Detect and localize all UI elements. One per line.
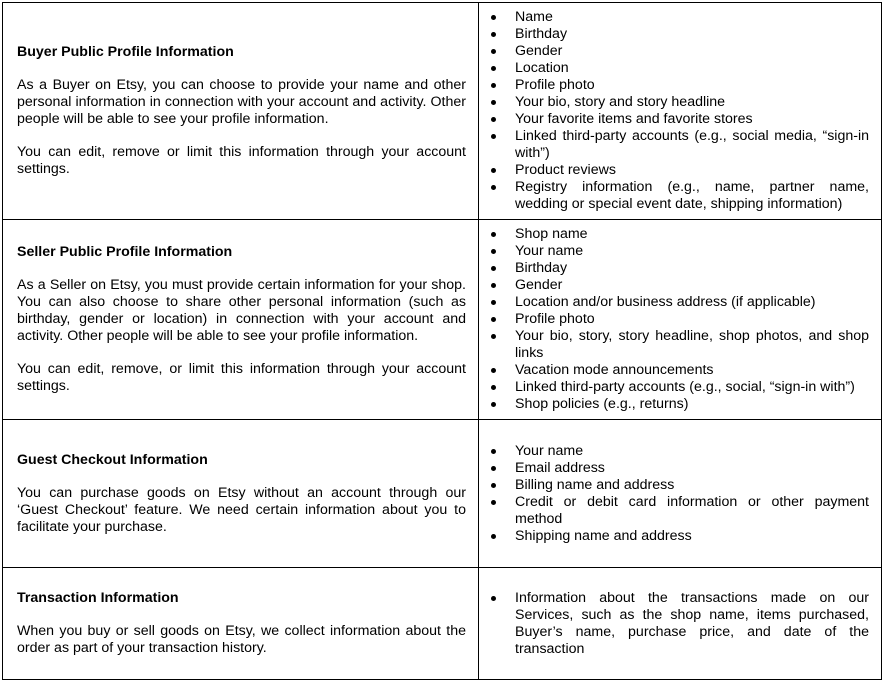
list-item: Your favorite items and favorite stores [489,111,869,128]
list-item: Shipping name and address [489,528,869,545]
list-item: Information about the transactions made on our Services, such as the shop name, items purchased, Buyer’s name, purchase price, and date of the transaction [489,590,869,658]
list-item: Birthday [489,26,869,43]
section-paragraph: You can edit, remove or limit this information through your account settings. [17,144,466,177]
list-item: Location [489,60,869,77]
table-row-guest-checkout [3,420,882,568]
table-row-seller-profile [3,220,882,420]
list-item: Registry information (e.g., name, partner name, wedding or special event date, shipping information) [489,179,869,213]
section-paragraph: As a Buyer on Etsy, you can choose to provide your name and other personal information in connection with your account and activity. Other people will be able to see your profile information. [17,77,466,127]
bullet-list [489,9,869,213]
section-title: Seller Public Profile Information [17,244,233,260]
description-cell [3,3,479,220]
list-item: Shop policies (e.g., returns) [489,396,869,413]
section-paragraph: You can purchase goods on Etsy without an account through our ‘Guest Checkout’ feature. We need certain information about you to facilitate your purchase. [17,484,466,535]
list-item: Your name [489,443,869,460]
list-item: Email address [489,460,869,477]
bullet-list [489,226,869,413]
section-title: Buyer Public Profile Information [17,44,234,60]
bullet-list [489,443,869,545]
table-row-transaction [3,568,882,680]
list-item: Vacation mode announcements [489,362,869,379]
table-row-buyer-profile [3,3,882,220]
section-paragraph: As a Seller on Etsy, you must provide certain information for your shop. You can also choose to share other personal information (such as birthday, gender or location) in connection with your account and activity. Other people will be able to see your profile information. [17,277,466,344]
list-item: Location and/or business address (if applicable) [489,294,869,311]
information-table [2,2,882,680]
list-item: Linked third-party accounts (e.g., social, “sign-in with”) [489,379,869,396]
items-cell [479,3,882,220]
section-paragraph: When you buy or sell goods on Etsy, we collect information about the order as part of your transaction history. [17,623,466,656]
description-cell [3,420,479,568]
list-item: Gender [489,277,869,294]
items-cell [479,220,882,420]
items-cell [479,420,882,568]
list-item: Billing name and address [489,477,869,494]
list-item: Profile photo [489,77,869,94]
list-item: Product reviews [489,162,869,179]
list-item: Birthday [489,260,869,277]
bullet-list [489,590,869,658]
description-cell [3,568,479,680]
section-title: Guest Checkout Information [17,451,208,468]
list-item: Your bio, story and story headline [489,94,869,111]
list-item: Credit or debit card information or other payment method [489,494,869,528]
list-item: Profile photo [489,311,869,328]
list-item: Shop name [489,226,869,243]
list-item: Gender [489,43,869,60]
description-cell [3,220,479,420]
section-title: Transaction Information [17,590,179,606]
list-item: Name [489,9,869,26]
items-cell [479,568,882,680]
list-item: Your bio, story, story headline, shop photos, and shop links [489,328,869,362]
section-paragraph: You can edit, remove, or limit this information through your account settings. [17,361,466,394]
list-item: Linked third-party accounts (e.g., social media, “sign-in with”) [489,128,869,162]
list-item: Your name [489,243,869,260]
